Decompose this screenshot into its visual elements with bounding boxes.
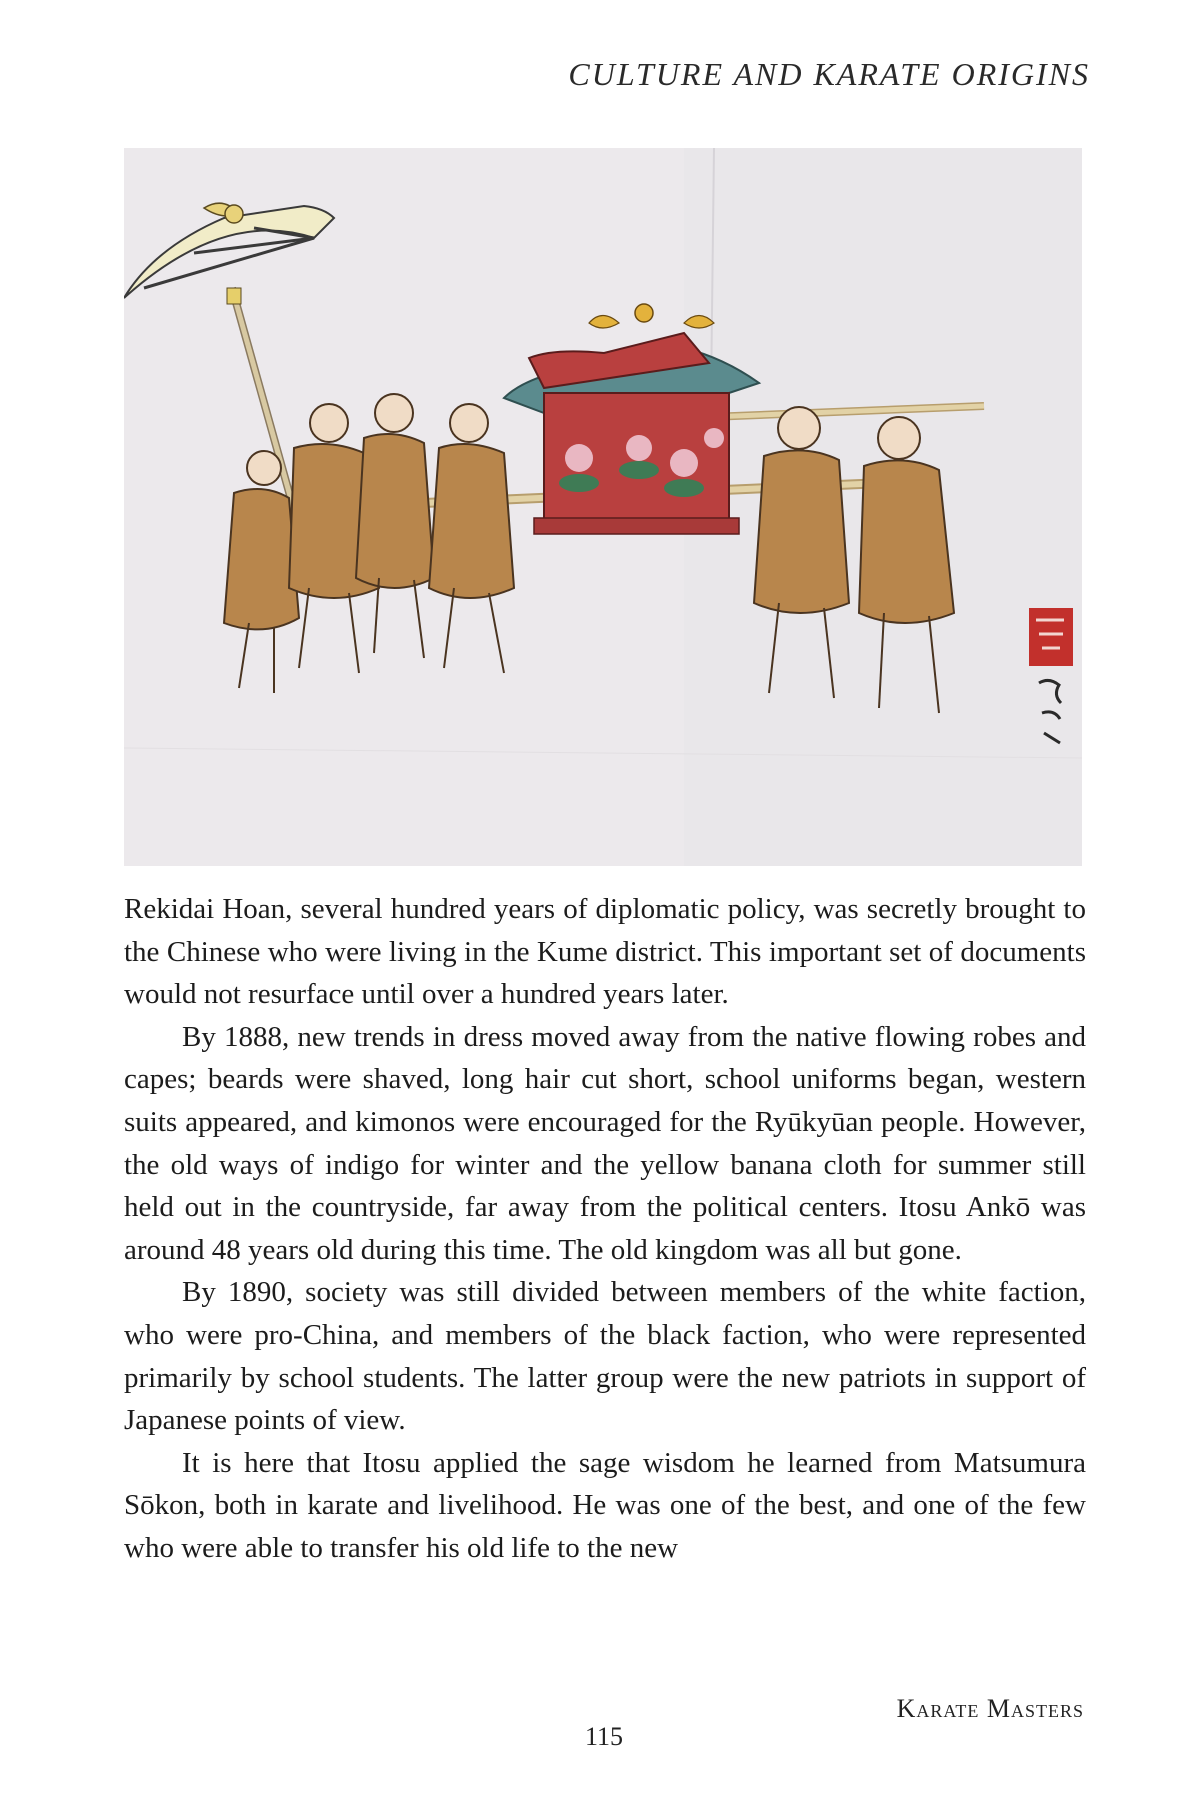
paragraph-1: Rekidai Hoan, several hundred years of diplomatic policy, was secretly brought to the Chinese who were living in the Kume district. This important set of documents would not resurface until over a hundred years later.	[124, 893, 1086, 1011]
running-footer: Karate Masters	[896, 1694, 1084, 1723]
body-text	[124, 888, 1086, 1570]
paragraph-4: It is here that Itosu applied the sage wisdom he learned from Matsumura Sōkon, both in karate and livelihood. He was one of the best, and one of the few who were able to transfer his old life to the new	[124, 1446, 1086, 1564]
paragraph-3: By 1890, society was still divided between members of the white faction, who were pro-China, and members of the black faction, who were represented primarily by school students. The latter group were the new patriots in support of Japanese points of view.	[124, 1276, 1086, 1437]
paragraph-2: By 1888, new trends in dress moved away from the native flowing robes and capes; beards were shaved, long hair cut short, school uniforms began, western suits appeared, and kimonos were encouraged for the Ryūkyūan people. However, the old ways of indigo for winter and the yellow banana cloth for summer still held out in the countryside, far away from the political centers. Itosu Ankō was around 48 years old during this time. The old kingdom was all but gone.	[124, 1020, 1086, 1266]
procession-illustration	[124, 148, 1082, 866]
running-header: CULTURE AND KARATE ORIGINS	[568, 56, 1090, 92]
page-number: 115	[585, 1722, 624, 1751]
procession-painting-icon	[124, 148, 1082, 866]
